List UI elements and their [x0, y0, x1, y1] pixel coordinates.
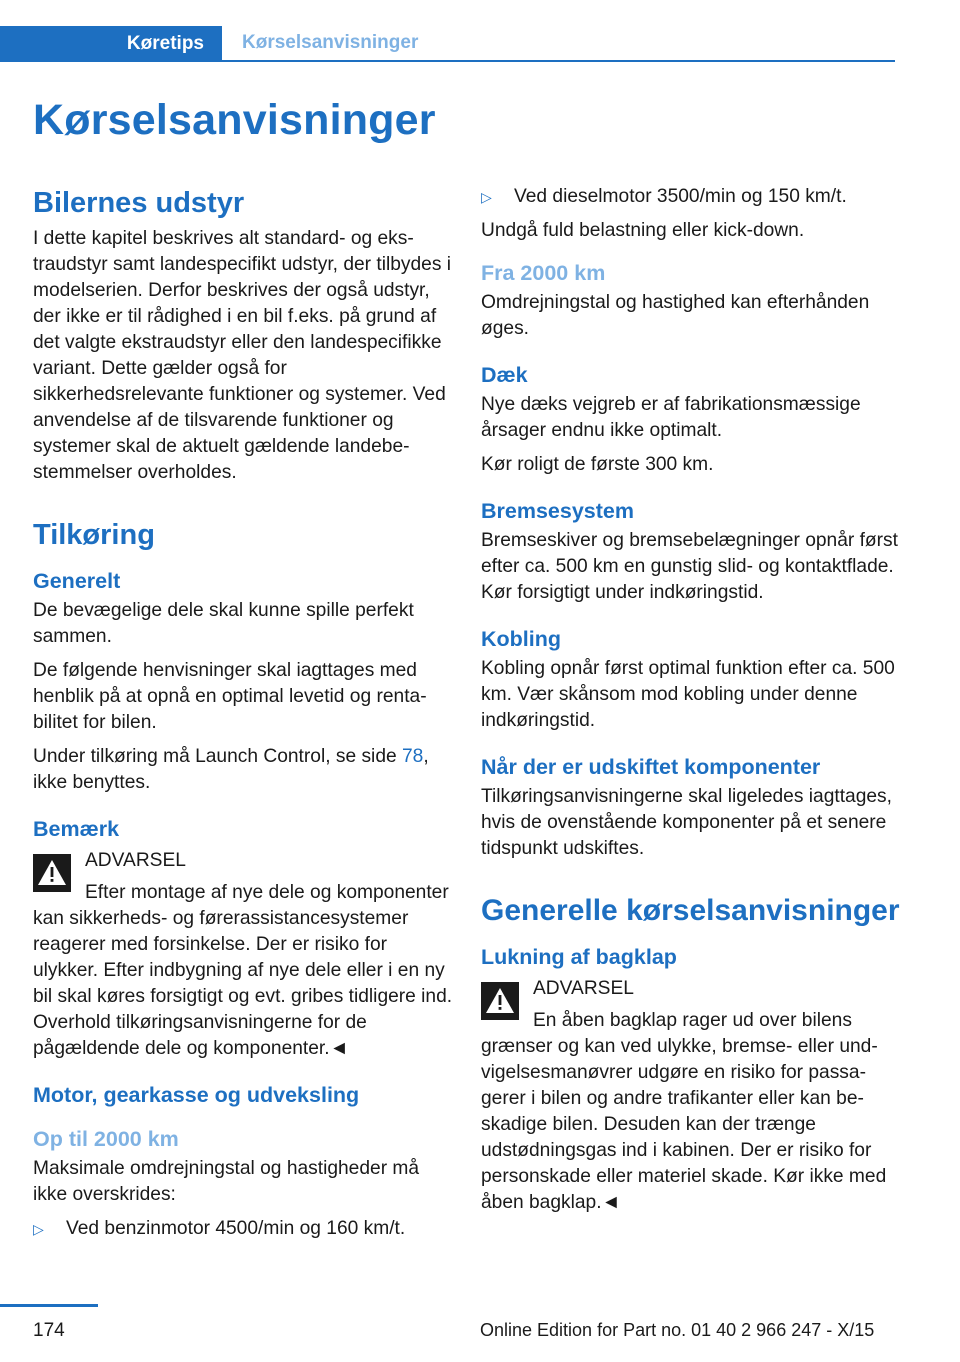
warning-triangle-icon — [481, 982, 519, 1020]
paragraph-undga: Undgå fuld belastning eller kick-down. — [481, 220, 805, 241]
heading-motor-gearkasse: Motor, gearkasse og udveksling — [33, 1083, 360, 1107]
paragraph-generelt-2: De følgende henvisninger skal iagttages med henblik på at opnå en optimal levetid og rentabilitet for bilen. — [33, 660, 427, 733]
heading-op-til-2000: Op til 2000 km — [33, 1127, 179, 1151]
paragraph-bremsesystem: Bremseskiver og bremsebelægninger opnår først efter ca. 500 km en gunstig slid- og kontaktflade. Kør forsigtigt under indkøringstid. — [481, 530, 898, 603]
paragraph-kobling: Kobling opnår først optimal funktion efter ca. 500 km. Vær skånsom mod kobling under denne indkøringstid. — [481, 658, 895, 731]
heading-fra-2000: Fra 2000 km — [481, 261, 606, 285]
heading-tilkoring: Tilkøring — [33, 519, 155, 551]
paragraph-op-til-2000: Maksimale omdrejningstal og hastigheder må ikke overskrides: — [33, 1158, 420, 1205]
paragraph-generelt-3 — [33, 744, 453, 796]
heading-lukning-af-bagklap: Lukning af bagklap — [481, 945, 677, 969]
launch-control-text: Under tilkøring må Launch Control, se side — [33, 746, 402, 767]
warning-text: Efter montage af nye dele og komponenter kan sikkerheds- og førerassistancesystemer reagerer med forsinkelse. Der er risiko for ulykker. Efter indbygning af nye dele eller i en ny bil skal køres forsigtigt og evt. gribes tidligere ind. Overhold tilkøringsanvisningerne for de pågældende dele og komponenter.◄ — [33, 882, 453, 1059]
list-item-diesel-text: Ved dieselmotor 3500/min og 150 km/t. — [514, 186, 847, 207]
heading-generelle-korselsanvisninger: Generelle kørselsanvisninger — [481, 894, 900, 927]
warning-text: En åben bagklap rager ud over bilens grænser og kan ved ulykke, bremse- eller undvigelsesmanøvrer udgøre en risiko for passagerer i bilen og andre trafikanter eller kan beskadige bilen. Desuden kan der trænge udstødningsgas ind i kabinen. Der er risiko for personskade eller materiel skade. Kør ikke med åben bagklap.◄ — [481, 1010, 887, 1213]
paragraph-udskiftet-komponenter: Tilkøringsanvisningerne skal ligeledes iagttages, hvis de ovenstående komponenter på et senere tidspunkt udskiftes. — [481, 786, 892, 859]
list-item-benzin — [33, 1216, 453, 1242]
right-column — [481, 184, 901, 1224]
triangle-bullet-icon: ▷ — [481, 189, 492, 205]
heading-kobling: Kobling — [481, 627, 562, 651]
heading-bemaerk: Bemærk — [33, 817, 120, 841]
tab-korselsanvisninger[interactable]: Kørselsanvisninger — [242, 32, 419, 53]
page-link-78[interactable]: 78 — [402, 746, 424, 767]
page-title: Kørselsanvisninger — [33, 96, 436, 144]
heading-bilernes-udstyr: Bilernes udstyr — [33, 187, 245, 219]
page-header — [0, 26, 895, 62]
triangle-bullet-icon: ▷ — [33, 1221, 44, 1237]
edition-note: Online Edition for Part no. 01 40 2 966 247 - X/15 — [480, 1320, 875, 1340]
paragraph-generelt-1: De bevægelige dele skal kunne spille perfekt sammen. — [33, 600, 414, 647]
page-number: 174 — [33, 1320, 65, 1341]
list-item-benzin-text: Ved benzinmotor 4500/min og 160 km/t. — [66, 1218, 406, 1239]
heading-daek: Dæk — [481, 363, 528, 387]
footer-rule — [0, 1304, 98, 1307]
left-column — [33, 184, 453, 1250]
paragraph-daek-1: Nye dæks vejgreb er af fabrikationsmæssige årsager endnu ikke optimalt. — [481, 394, 861, 441]
heading-udskiftet-komponenter: Når der er udskiftet komponenter — [481, 755, 821, 779]
paragraph-daek-2: Kør roligt de første 300 km. — [481, 454, 714, 475]
warning-label: ADVARSEL — [85, 850, 186, 871]
heading-bremsesystem: Bremsesystem — [481, 499, 634, 523]
launch-control-text-end: , ikke benyttes. — [33, 746, 429, 793]
tab-koretips-label: Køretips — [126, 33, 204, 54]
heading-generelt: Generelt — [33, 569, 121, 593]
warning-triangle-icon — [33, 854, 71, 892]
warning-block-bagklap — [481, 976, 901, 1216]
warning-label: ADVARSEL — [533, 978, 634, 999]
paragraph-fra-2000: Omdrejningstal og hastighed kan efterhånden øges. — [481, 292, 870, 339]
list-item-diesel — [481, 184, 901, 210]
paragraph-bilernes-udstyr: I dette kapitel beskrives alt standard- og ekstraudstyr samt landespecifikt udstyr, der tilbydes i modelserien. Derfor beskrives der også udstyr, der ikke er til rådighed i en bil f.eks. på grund af det valgte ekstraudstyr eller den landespecifikke variant. Dette gælder også for sikkerhedsrelevante funktioner og systemer. Ved anvendelse af de tilsvarende funktioner og systemer skal de aktuelt gældende landebestemmelser overholdes. — [33, 228, 452, 483]
warning-block-tilkoring — [33, 848, 453, 1062]
header-rule — [0, 60, 895, 62]
tab-koretips[interactable] — [0, 26, 222, 62]
